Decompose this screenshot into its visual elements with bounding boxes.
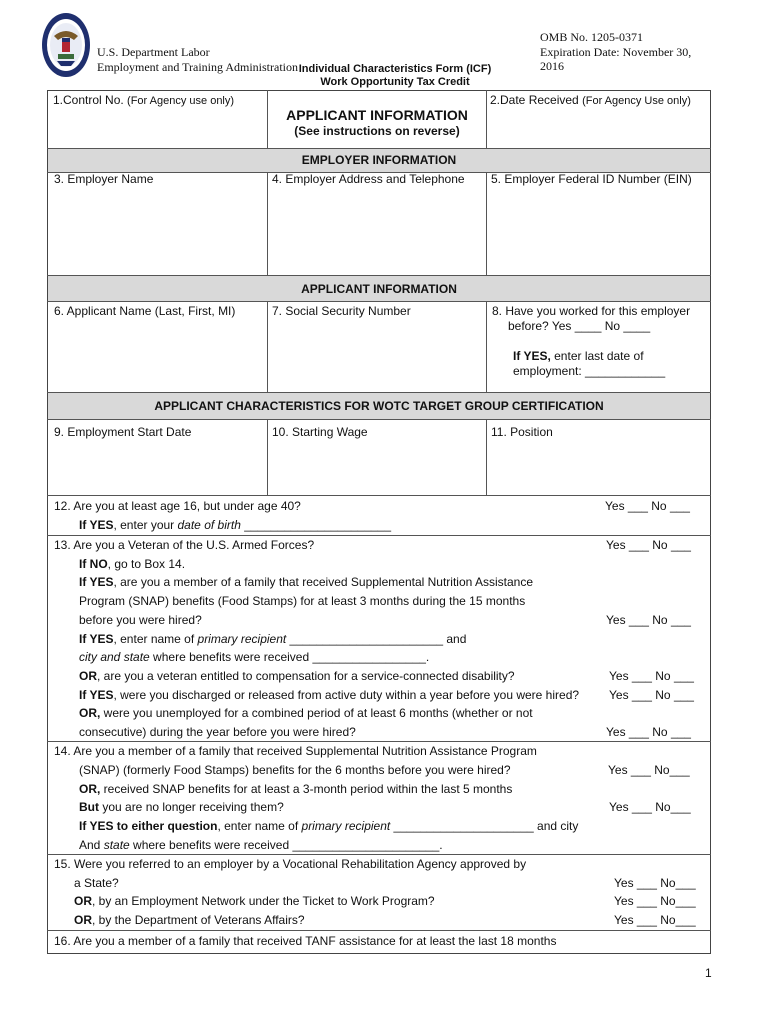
q13-city-state: city and state (79, 650, 150, 664)
q14-line-5[interactable] (79, 817, 578, 836)
divider (47, 275, 711, 276)
column-divider (267, 301, 268, 392)
or-label: OR, (79, 782, 101, 796)
q15-yes-no-3[interactable]: Yes ___ No___ (614, 913, 696, 927)
column-divider (267, 419, 268, 495)
position-field[interactable]: 11. Position (491, 425, 553, 439)
expiration-year: 2016 (540, 59, 564, 73)
q13-yes-no-3[interactable]: Yes ___ No ___ (609, 669, 694, 683)
date-received-label: 2.Date Received (490, 93, 579, 107)
divider (47, 495, 711, 496)
q14-line-3 (79, 780, 512, 799)
q13-line-8 (79, 667, 515, 686)
q13-text: , were you discharged or released from active duty within a year before you were hired? (113, 688, 580, 702)
page-number: 1 (705, 966, 712, 980)
q13-text: , are you a veteran entitled to compensation for a service-connected disability? (97, 669, 515, 683)
expiration-date: Expiration Date: November 30, (540, 44, 692, 59)
employer-name-field[interactable]: 3. Employer Name (54, 172, 154, 186)
q15-line-4 (74, 911, 305, 930)
worked-before-question[interactable] (492, 304, 708, 379)
q15-text: , by an Employment Network under the Ticket to Work Program? (92, 894, 435, 908)
if-yes-label: If YES (79, 688, 114, 702)
q13-text: where benefits were received _________________. (149, 650, 430, 664)
q13-text: _______________________ and (286, 632, 467, 646)
omb-info (540, 30, 720, 74)
applicant-information-heading: APPLICANT INFORMATION (301, 282, 457, 296)
q13-line-5: before you were hired? (79, 613, 202, 627)
q13-yes-no-2[interactable]: Yes ___ No ___ (606, 613, 691, 627)
q13-line-7[interactable] (79, 648, 429, 667)
if-no-label: If NO (79, 557, 108, 571)
applicant-info-heading (268, 106, 486, 139)
form-title-line-1: Individual Characteristics Form (ICF) (298, 63, 492, 75)
or-label: OR (74, 913, 92, 927)
form-title (270, 63, 520, 89)
column-divider (486, 172, 487, 275)
characteristics-heading: APPLICANT CHARACTERISTICS FOR WOTC TARGET GROUP CERTIFICATION (154, 399, 604, 413)
q15-line-1: 15. Were you referred to an employer by a Vocational Rehabilitation Agency approved by (54, 857, 527, 871)
q14-state: state (103, 838, 130, 852)
q12-line-1: 12. Are you at least age 16, but under age 40? (54, 499, 301, 513)
q13-text: , go to Box 14. (107, 557, 186, 571)
omb-number: OMB No. 1205-0371 (540, 30, 644, 44)
form-title-line-2: Work Opportunity Tax Credit (320, 76, 470, 88)
divider (47, 419, 711, 420)
date-received-field[interactable] (490, 93, 691, 109)
q14-yes-no-1[interactable]: Yes ___ No___ (608, 763, 690, 777)
control-no-note: (For Agency use only) (127, 95, 235, 107)
q12-date-of-birth: date of birth (177, 518, 241, 532)
column-divider (486, 301, 487, 392)
or-label: OR (74, 894, 92, 908)
employer-information-heading: EMPLOYER INFORMATION (301, 153, 457, 167)
agency-line-2: Employment and Training Administration (97, 60, 298, 74)
q14-line-1: 14. Are you a member of a family that received Supplemental Nutrition Assistance Program (54, 744, 537, 758)
applicant-info-title: APPLICANT INFORMATION (286, 107, 468, 123)
divider (47, 930, 711, 931)
q14-yes-no-2[interactable]: Yes ___ No___ (609, 800, 691, 814)
q13-yes-no-5[interactable]: Yes ___ No ___ (606, 725, 691, 739)
q14-line-6[interactable] (79, 836, 443, 855)
q14-text: received SNAP benefits for at least a 3-month period within the last 5 months (100, 782, 513, 796)
q13-line-10 (79, 704, 533, 723)
q12-line-2[interactable] (79, 516, 391, 535)
q14-text: where benefits were received ______________________. (129, 838, 443, 852)
q15-line-3 (74, 892, 435, 911)
agency-line-1: U.S. Department Labor (97, 45, 210, 59)
q14-text: , enter name of (217, 819, 302, 833)
last-employment-date (492, 349, 708, 364)
q15-line-2: a State? (74, 876, 119, 890)
q14-text: _____________________ and city (390, 819, 579, 833)
if-yes-either-label: If YES to either question (79, 819, 218, 833)
if-yes-label: If YES (79, 575, 114, 589)
last-date-line-1: enter last date of (550, 349, 644, 363)
worked-before-line-2: before? Yes ____ No ____ (508, 319, 651, 333)
employer-address-field[interactable]: 4. Employer Address and Telephone (272, 172, 465, 186)
q15-yes-no-2[interactable]: Yes ___ No___ (614, 894, 696, 908)
if-yes-label: If YES (79, 518, 114, 532)
if-yes-label: If YES (79, 632, 114, 646)
agency-name (97, 45, 298, 75)
q12-blank: ______________________ (240, 518, 392, 532)
q13-primary-recipient: primary recipient (197, 632, 287, 646)
control-no-label: 1.Control No. (53, 93, 124, 107)
but-label: But (79, 800, 99, 814)
q14-primary-recipient: primary recipient (301, 819, 391, 833)
q14-text: you are no longer receiving them? (99, 800, 284, 814)
q13-line-3 (79, 573, 533, 592)
q13-text: were you unemployed for a combined period of at least 6 months (whether or not (100, 706, 533, 720)
q13-line-9 (79, 686, 579, 705)
employer-ein-field[interactable]: 5. Employer Federal ID Number (EIN) (491, 172, 692, 186)
divider (47, 392, 711, 393)
column-divider (486, 419, 487, 495)
q15-text: , by the Department of Veterans Affairs? (92, 913, 305, 927)
q14-line-4 (79, 798, 284, 817)
starting-wage-field[interactable]: 10. Starting Wage (272, 425, 368, 439)
column-divider (267, 172, 268, 275)
see-instructions: (See instructions on reverse) (294, 124, 460, 138)
q13-line-11: consecutive) during the year before you were hired? (79, 725, 356, 739)
q15-yes-no-1[interactable]: Yes ___ No___ (614, 876, 696, 890)
q14-text: And (79, 838, 104, 852)
q13-yes-no-1[interactable]: Yes ___ No ___ (606, 538, 691, 552)
control-no-field[interactable] (53, 93, 234, 109)
q16-line-1: 16. Are you a member of a family that received TANF assistance for at least the last 18 months (54, 934, 557, 948)
or-label: OR, (79, 706, 101, 720)
q13-line-1: 13. Are you a Veteran of the U.S. Armed Forces? (54, 538, 315, 552)
q13-line-2 (79, 555, 185, 574)
q13-line-6[interactable] (79, 630, 466, 649)
q13-line-4: Program (SNAP) benefits (Food Stamps) for at least 3 months during the 15 months (79, 594, 526, 608)
q12-yes-no[interactable]: Yes ___ No ___ (605, 499, 690, 513)
ssn-field[interactable]: 7. Social Security Number (272, 304, 411, 318)
q12-text: , enter your (113, 518, 178, 532)
start-date-field[interactable]: 9. Employment Start Date (54, 425, 192, 439)
column-divider (486, 90, 487, 148)
q14-line-2: (SNAP) (formerly Food Stamps) benefits for the 6 months before you were hired? (79, 763, 511, 777)
date-received-note: (For Agency Use only) (582, 95, 691, 107)
department-seal (41, 12, 91, 78)
divider (47, 301, 711, 302)
q13-text: , are you a member of a family that received Supplemental Nutrition Assistance (113, 575, 534, 589)
applicant-name-field[interactable]: 6. Applicant Name (Last, First, MI) (54, 304, 236, 318)
if-yes-label: If YES, (513, 349, 551, 363)
q13-yes-no-4[interactable]: Yes ___ No ___ (609, 688, 694, 702)
worked-before-line-1: 8. Have you worked for this employer (492, 304, 691, 318)
last-date-line-2: employment: ____________ (513, 364, 666, 378)
or-label: OR (79, 669, 97, 683)
q13-text: , enter name of (113, 632, 198, 646)
divider (47, 148, 711, 149)
